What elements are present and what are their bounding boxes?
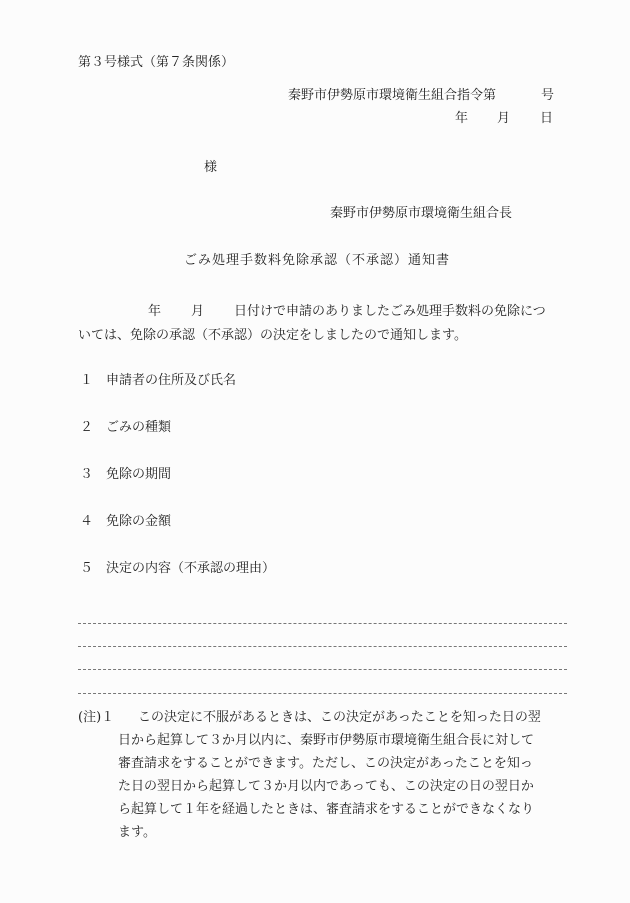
body-line-1 [78,300,568,324]
list-item-waste-type [80,420,171,436]
form-number: 第３号様式（第７条関係） [78,55,235,70]
issue-date-month: 月 [497,111,511,126]
note-line: ます。 [118,825,156,840]
item-label: 決定の内容（不承認の理由） [106,561,276,576]
item-label: ごみの種類 [106,420,172,435]
note-text [118,706,578,844]
item-number: ２ [80,420,94,435]
note-label: (注)１ [78,710,115,725]
item-number: ４ [80,514,94,529]
list-item-decision-content [80,561,275,577]
note-line: ら起算して１年を経過したときは、審査請求をすることができなくなり [118,802,535,817]
list-item-exemption-amount [80,514,171,530]
directive-prefix: 秦野市伊勢原市環境衛生組合指令第 [288,88,497,103]
body-year: 年 [148,304,162,319]
item-label: 免除の金額 [106,514,172,529]
body-day-text: 日付けで申請のありましたごみ処理手数料の免除につ [234,304,546,319]
directive-suffix: 号 [541,88,555,103]
item-label: 申請者の住所及び氏名 [106,373,237,388]
document-title: ごみ処理手数料免除承認（不承認）通知書 [184,253,451,268]
dashed-rule [78,646,567,647]
body-paragraph [78,300,568,348]
item-number: １ [80,373,94,388]
issuer-name: 秦野市伊勢原市環境衛生組合長 [330,206,513,221]
item-number: ５ [80,561,94,576]
dashed-rule [78,669,567,670]
list-item-applicant [80,373,236,389]
note-line: た日の翌日から起算して３か月以内であっても、この決定の日の翌日か [118,779,534,794]
issue-date-day: 日 [540,111,554,126]
issue-date-year: 年 [455,111,469,126]
item-label: 免除の期間 [106,467,172,482]
note-line: 日から起算して３か月以内に、秦野市伊勢原市環境衛生組合長に対して [118,733,535,748]
list-item-exemption-period [80,467,171,483]
body-line-2: いては、免除の承認（不承認）の決定をしましたので通知します。 [78,328,467,343]
body-month: 月 [191,304,205,319]
directive-number-line [288,88,555,104]
dashed-rule [78,693,567,694]
dashed-rule [78,623,567,624]
item-number: ３ [80,467,94,482]
addressee-honorific: 様 [204,160,218,175]
note-line: 審査請求をすることができます。ただし、この決定があったことを知っ [118,756,533,771]
note-line: この決定に不服があるときは、この決定があったことを知った日の翌 [138,710,541,725]
